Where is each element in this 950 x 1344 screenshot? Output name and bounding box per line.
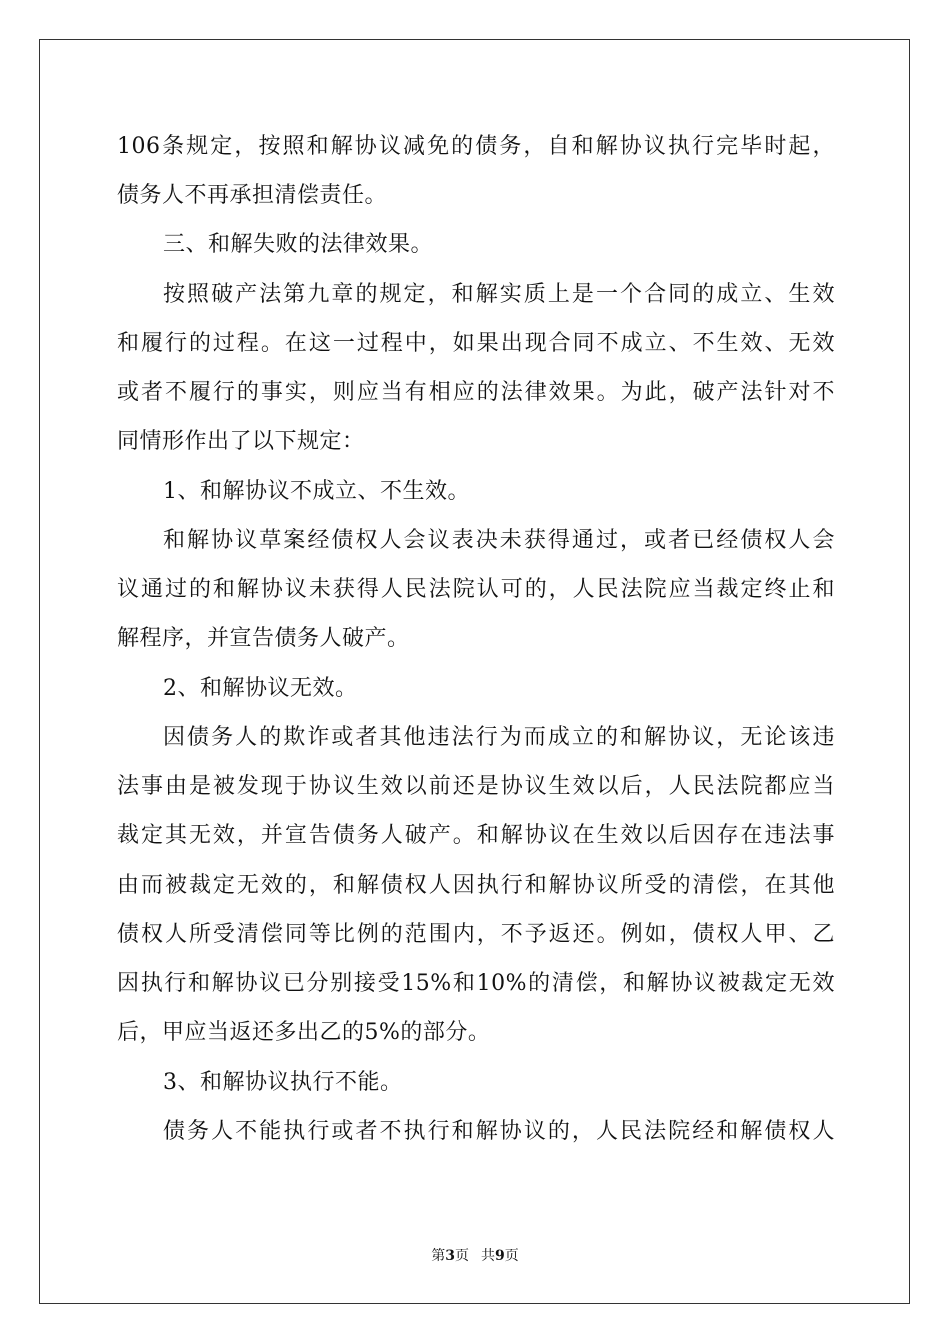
paragraph-line: 债务人不再承担清偿责任。 xyxy=(117,183,388,208)
paragraph-line: 议通过的和解协议未获得人民法院认可的，人民法院应当裁定终止和 xyxy=(117,577,835,602)
total-page-number: 9 xyxy=(495,1248,505,1264)
paragraph-line: 由而被裁定无效的，和解债权人因执行和解协议所受的清偿，在其他 xyxy=(117,873,835,898)
paragraph-line: 债权人所受清偿同等比例的范围内，不予返还。例如，债权人甲、乙 xyxy=(117,922,835,947)
page-mid: 页 xyxy=(455,1248,469,1264)
page-frame xyxy=(39,39,910,1304)
paragraph-line: 因债务人的欺诈或者其他违法行为而成立的和解协议，无论该违 xyxy=(163,725,835,750)
paragraph-line: 债务人不能执行或者不执行和解协议的，人民法院经和解债权人 xyxy=(163,1119,835,1144)
page-footer xyxy=(0,1247,950,1265)
paragraph-line: 因执行和解协议已分别接受15%和10%的清偿，和解协议被裁定无效 xyxy=(117,971,835,996)
current-page-number: 3 xyxy=(445,1248,455,1264)
paragraph-line: 和履行的过程。在这一过程中，如果出现合同不成立、不生效、无效 xyxy=(117,331,835,356)
paragraph-line: 和解协议草案经债权人会议表决未获得通过，或者已经债权人会 xyxy=(163,528,835,553)
total-prefix: 共 xyxy=(481,1248,495,1264)
paragraph-line: 106条规定，按照和解协议减免的债务，自和解协议执行完毕时起， xyxy=(117,134,835,159)
subsection-heading: 2、和解协议无效。 xyxy=(163,676,358,701)
paragraph-line: 同情形作出了以下规定： xyxy=(117,429,365,454)
subsection-heading: 3、和解协议执行不能。 xyxy=(163,1070,403,1095)
section-heading: 三、和解失败的法律效果。 xyxy=(163,232,434,257)
paragraph-line: 按照破产法第九章的规定，和解实质上是一个合同的成立、生效 xyxy=(163,282,835,307)
page-prefix: 第 xyxy=(431,1248,446,1264)
paragraph-line: 裁定其无效，并宣告债务人破产。和解协议在生效以后因存在违法事 xyxy=(117,823,835,848)
subsection-heading: 1、和解协议不成立、不生效。 xyxy=(163,479,470,504)
paragraph-line: 解程序，并宣告债务人破产。 xyxy=(117,626,410,651)
paragraph-line: 或者不履行的事实，则应当有相应的法律效果。为此，破产法针对不 xyxy=(117,380,835,405)
paragraph-line: 后，甲应当返还多出乙的5%的部分。 xyxy=(117,1020,491,1045)
total-suffix: 页 xyxy=(504,1248,519,1264)
paragraph-line: 法事由是被发现于协议生效以前还是协议生效以后，人民法院都应当 xyxy=(117,774,835,799)
